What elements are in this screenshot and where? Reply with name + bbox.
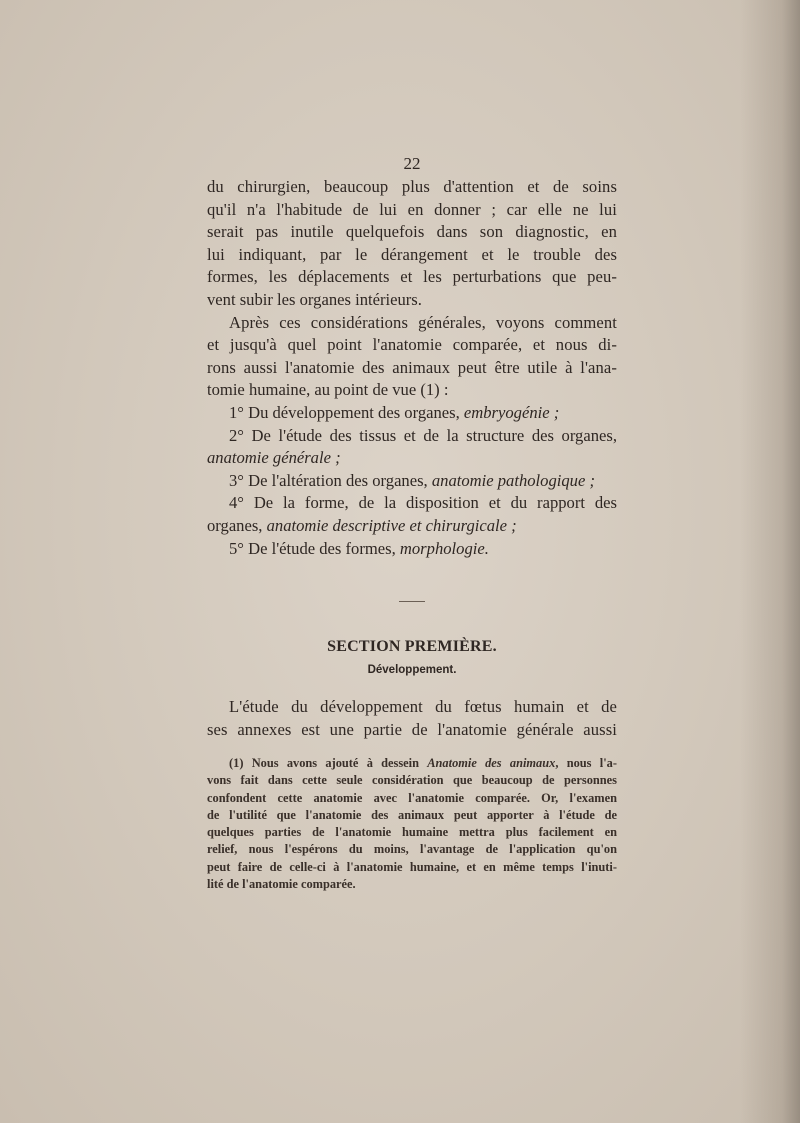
list-item-4-continuation bbox=[207, 515, 617, 538]
footnote-line: quelques parties de l'anatomie humaine mettra plus facilement en bbox=[207, 825, 617, 840]
section-divider bbox=[399, 601, 425, 602]
list-item-text: 4° De la forme, de la disposition et du rapport des bbox=[229, 493, 617, 513]
list-item-text: 2° De l'étude des tissus et de la structure des organes, bbox=[229, 425, 617, 445]
list-item-2-continuation bbox=[207, 447, 617, 470]
footnote-line: lité de l'anatomie comparée. bbox=[207, 876, 356, 891]
footnote-line bbox=[207, 755, 617, 772]
text-line: vent subir les organes intérieurs. bbox=[207, 289, 422, 309]
list-item-text: 1° Du développement des organes, bbox=[229, 402, 464, 422]
list-item-4 bbox=[207, 492, 617, 515]
page-number: 22 bbox=[403, 154, 421, 173]
footnote-line: vons fait dans cette seule considération que beaucoup de personnes bbox=[207, 773, 617, 788]
list-item-term: anatomie descriptive et chirurgicale ; bbox=[266, 515, 517, 535]
section-paragraph bbox=[207, 696, 617, 741]
text-line: tomie humaine, au point de vue (1) : bbox=[207, 380, 449, 400]
list-item-2 bbox=[207, 425, 617, 448]
page-edge-shadow bbox=[740, 0, 800, 1123]
text-line: rons aussi l'anatomie des animaux peut être utile à l'ana- bbox=[207, 357, 617, 377]
text-line: formes, les déplacements et les perturbations que peu- bbox=[207, 267, 617, 287]
text-line: qu'il n'a l'habitude de lui en donner ; car elle ne lui bbox=[207, 199, 617, 219]
paragraph-continuation bbox=[207, 176, 617, 312]
list-item-1 bbox=[207, 402, 617, 425]
text-line: L'étude du développement du fœtus humain et de bbox=[229, 697, 617, 717]
list-item-5 bbox=[207, 538, 617, 561]
text-line: serait pas inutile quelquefois dans son diagnostic, en bbox=[207, 222, 617, 242]
paragraph-considerations bbox=[207, 312, 617, 402]
list-item-3 bbox=[207, 470, 617, 493]
footnote-line: peut faire de celle-ci à l'anatomie humaine, et en même temps l'inuti- bbox=[207, 859, 617, 874]
list-item-term: embryogénie ; bbox=[463, 402, 560, 422]
footnote-line: relief, nous l'espérons du moins, l'avantage de l'application qu'on bbox=[207, 842, 617, 857]
list-item-term: anatomie pathologique ; bbox=[431, 470, 596, 490]
text-line: lui indiquant, par le dérangement et le trouble des bbox=[207, 244, 617, 264]
list-item-term: morphologie. bbox=[399, 538, 489, 558]
list-item-text: organes, bbox=[207, 515, 267, 535]
footnote-line: confondent cette anatomie avec l'anatomie comparée. Or, l'examen bbox=[207, 790, 617, 805]
list-item-text: 5° De l'étude des formes, bbox=[229, 538, 400, 558]
list-item-text: 3° De l'altération des organes, bbox=[229, 470, 432, 490]
footnote-line: de l'utilité que l'anatomie des animaux peut apporter à l'étude de bbox=[207, 807, 617, 822]
text-line: ses annexes est une partie de l'anatomie générale aussi bbox=[207, 719, 617, 739]
section-title: SECTION PREMIÈRE. bbox=[327, 638, 497, 656]
footnote-term: Anatomie des animaux bbox=[427, 756, 556, 771]
book-page bbox=[207, 152, 617, 893]
footnote bbox=[207, 755, 617, 893]
enumerated-list bbox=[207, 402, 617, 560]
footnote-text: , nous l'a- bbox=[555, 756, 617, 771]
text-line: Après ces considérations générales, voyons comment bbox=[229, 312, 617, 332]
list-item-term: anatomie générale ; bbox=[207, 448, 341, 468]
text-line: et jusqu'à quel point l'anatomie comparée, et nous di- bbox=[207, 335, 617, 355]
text-line: du chirurgien, beaucoup plus d'attention et de soins bbox=[207, 177, 617, 196]
section-subtitle: Développement. bbox=[367, 664, 457, 677]
footnote-text: (1) Nous avons ajouté à dessein bbox=[229, 756, 428, 771]
